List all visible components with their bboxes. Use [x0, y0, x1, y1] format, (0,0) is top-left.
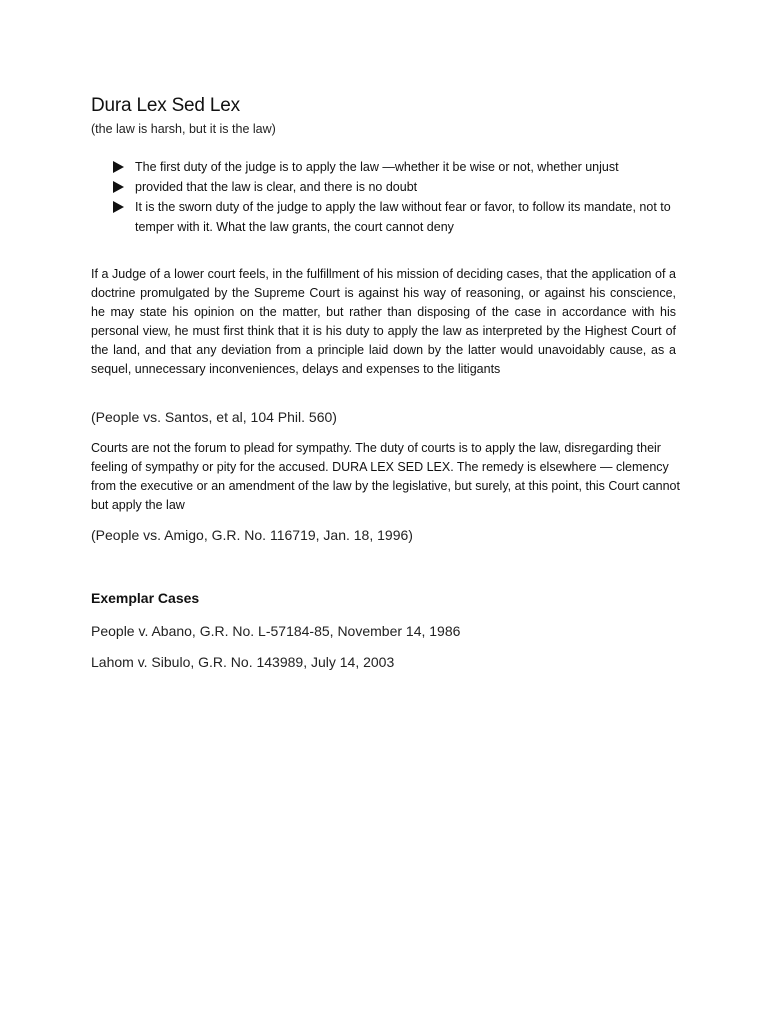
body-paragraph-lower-court: If a Judge of a lower court feels, in the fulfillment of his mission of deciding cases, that the application of a doctrine promulgated by the Supreme Court is against his way of reasoning, or against his conscience, he may state his opinion on the matter, but rather than disposing of the case in accordance with his personal view, he must first think that it is his duty to apply the law as interpreted by the Highest Court of the land, and that any deviation from a principle laid down by the latter would unavoidably cause, as a sequel, unnecessary inconveniences, delays and expenses to the litigants: [91, 267, 676, 376]
body-paragraph-sympathy: Courts are not the forum to plead for sympathy. The duty of courts is to apply the law, disregarding their feeling of sympathy or pity for the accused. DURA LEX SED LEX. The remedy is elsewhere — clemency from the executive or an amendment of the law by the legislative, but surely, at this point, this Court cannot but apply the law: [91, 441, 680, 512]
bullet-text: It is the sworn duty of the judge to apply the law without fear or favor, to follow its mandate, not to temper with it. What the law grants, the court cannot deny: [135, 200, 671, 234]
bullet-item: [113, 197, 683, 237]
case-entry: People v. Abano, G.R. No. L-57184-85, November 14, 1986: [91, 623, 461, 639]
document-title: Dura Lex Sed Lex: [91, 95, 240, 116]
document-subtitle: (the law is harsh, but it is the law): [91, 122, 276, 136]
citation-santos: (People vs. Santos, et al, 104 Phil. 560): [91, 409, 337, 425]
section-heading-exemplar-cases: Exemplar Cases: [91, 590, 200, 606]
bullet-item: [113, 177, 683, 197]
arrow-bullet-icon: [113, 197, 135, 217]
bullet-list: [113, 157, 683, 237]
bullet-text: provided that the law is clear, and there is no doubt: [135, 180, 418, 194]
bullet-item: [113, 157, 683, 177]
citation-amigo: (People vs. Amigo, G.R. No. 116719, Jan. 18, 1996): [91, 527, 413, 543]
case-entry: Lahom v. Sibulo, G.R. No. 143989, July 14, 2003: [91, 654, 395, 670]
bullet-text: The first duty of the judge is to apply the law —whether it be wise or not, whether unjust: [135, 160, 619, 174]
arrow-bullet-icon: [113, 177, 135, 197]
arrow-bullet-icon: [113, 157, 135, 177]
